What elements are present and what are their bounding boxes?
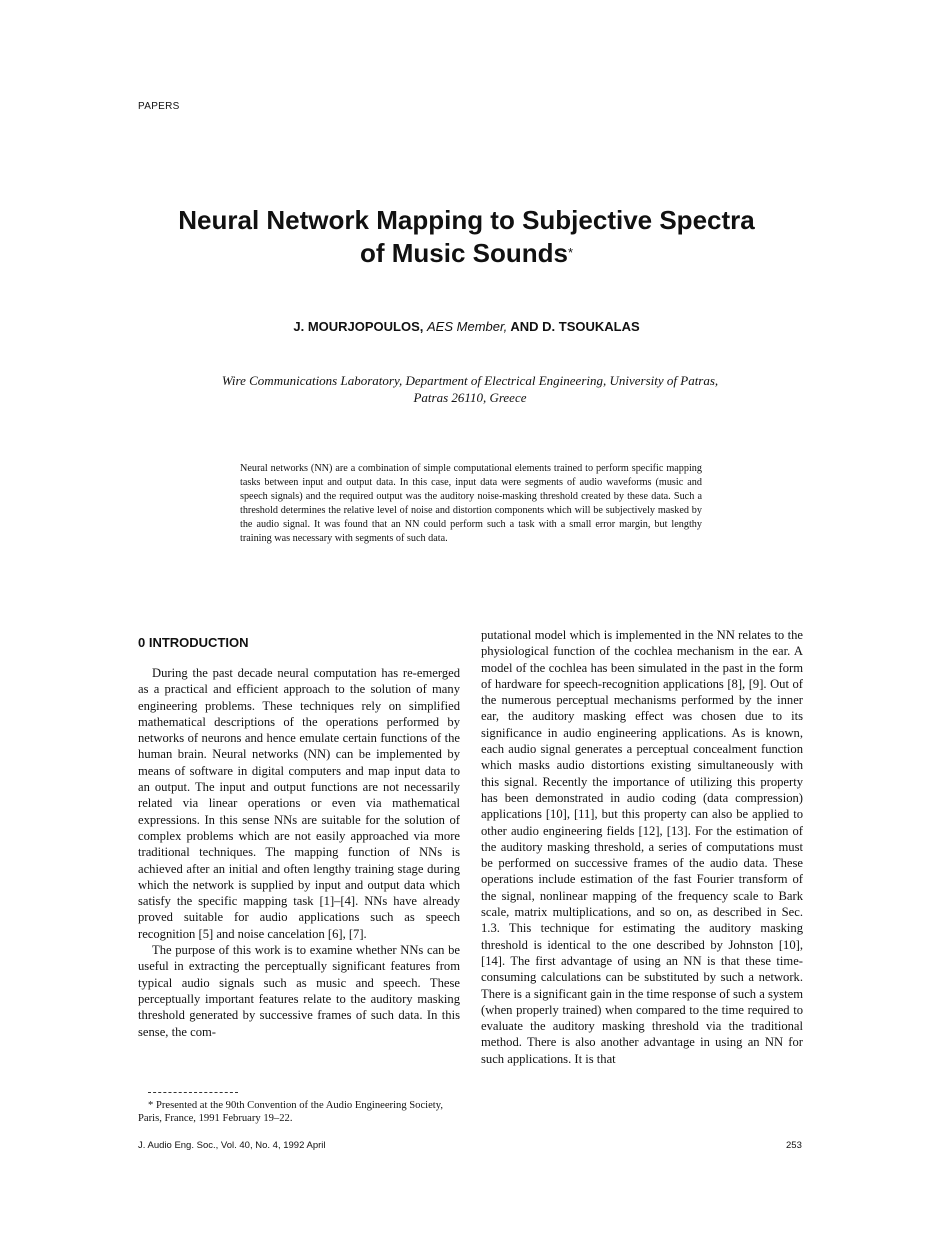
author-second: AND D. TSOUKALAS (510, 319, 640, 334)
author-first: J. MOURJOPOULOS, (293, 319, 424, 334)
title-line-1: Neural Network Mapping to Subjective Spectra (178, 205, 755, 235)
paragraph: putational model which is implemented in the NN relates to the physiological function of the cochlea mechanism in the ear. A model of the cochlea has been simulated in the past in the form of hardware for speech-recognition applications [8], [9]. Out of the numerous perceptual mechanisms performed by the inner ear, the auditory masking effect was chosen due to its significance in audio engineering applications. As is known, each audio signal generates a perceptual concealment function which masks audio distortions existing simultaneously with this signal. Recently the importance of utilizing this property has been demonstrated in audio coding (data compression) applications [10], [11], but this property can also be applied to other audio engineering fields [12], [13]. For the estimation of the auditory masking threshold, a series of computations must be performed on successive frames of the audio data. These operations include estimation of the fast Fourier transform of the signal, nonlinear mapping of the frequency scale to Bark scale, matrix multiplications, and so on, as described in Sec. 1.3. This technique for estimating the auditory masking threshold is identical to the one described by Johnston [10], [14]. The first advantage of using an NN is that these time-consuming calculations can be substituted by such a network. There is a significant gain in the time response of such a system (when properly trained) when compared to the time required to evaluate the auditory masking threshold via the traditional method. There is also another advantage in using an NN for such applications. It is that (481, 628, 803, 1066)
paragraph: The purpose of this work is to examine whether NNs can be useful in extracting the perceptually significant features from typical audio signals such as music and speech. These perceptually important features relate to the auditory masking threshold generated by successive frames of such data. In this sense, the com- (138, 943, 460, 1039)
footnote: * Presented at the 90th Convention of the Audio Engineering Society, Paris, France, 1991 February 19–22. (138, 1100, 443, 1124)
journal-citation: J. Audio Eng. Soc., Vol. 40, No. 4, 1992 April (138, 1140, 326, 1151)
authors (0, 319, 933, 334)
author-membership: AES Member, (427, 319, 508, 334)
affiliation-line-1: Wire Communications Laboratory, Department of Electrical Engineering, University of Patras, (221, 373, 719, 388)
title-footnote-mark: * (567, 245, 574, 260)
title-line-2-text: of Music Sounds (359, 238, 568, 268)
title-line-2 (0, 237, 933, 270)
section-label: PAPERS (138, 101, 180, 112)
affiliation-line-2: Patras 26110, Greece (413, 390, 527, 405)
paper-title (0, 204, 933, 270)
paragraph: During the past decade neural computation has re-emerged as a practical and efficient approach to the solution of many engineering problems. These techniques rely on simplified mathematical descriptions of the operations performed by networks of neurons and hence emulate certain functions of the human brain. Neural networks (NN) can be implemented by means of software in digital computers and map input data to an output. The input and output functions are not necessarily related via linear operations or even via mathematical expressions. In this sense NNs are suitable for the solution of complex problems which are not easily approached via more traditional techniques. The mapping function of NNs is achieved after an initial and often lengthy training stage during which the network is supplied by input and output data which satisfy the specific mapping task [1]–[4]. NNs have already proved suitable for audio applications such as speech recognition [5] and noise cancelation [6], [7]. (138, 666, 460, 941)
abstract: Neural networks (NN) are a combination of simple computational elements trained to perform specific mapping tasks between input and output data. In this case, input data were segments of audio waveforms (music and speech signals) and the required output was the auditory noise-masking threshold created by these data. Such a threshold determines the relative level of noise and distortion components which will be subjectively masked by the audio signal. It was found that an NN could perform such a task with a small error margin, but lengthy training was necessary with segments of such data. (240, 463, 702, 544)
affiliation (160, 372, 780, 406)
left-column (138, 665, 460, 1040)
right-column (481, 627, 803, 1067)
page-number: 253 (786, 1140, 802, 1151)
section-heading: 0 INTRODUCTION (138, 635, 249, 650)
footnote-divider (148, 1092, 238, 1093)
